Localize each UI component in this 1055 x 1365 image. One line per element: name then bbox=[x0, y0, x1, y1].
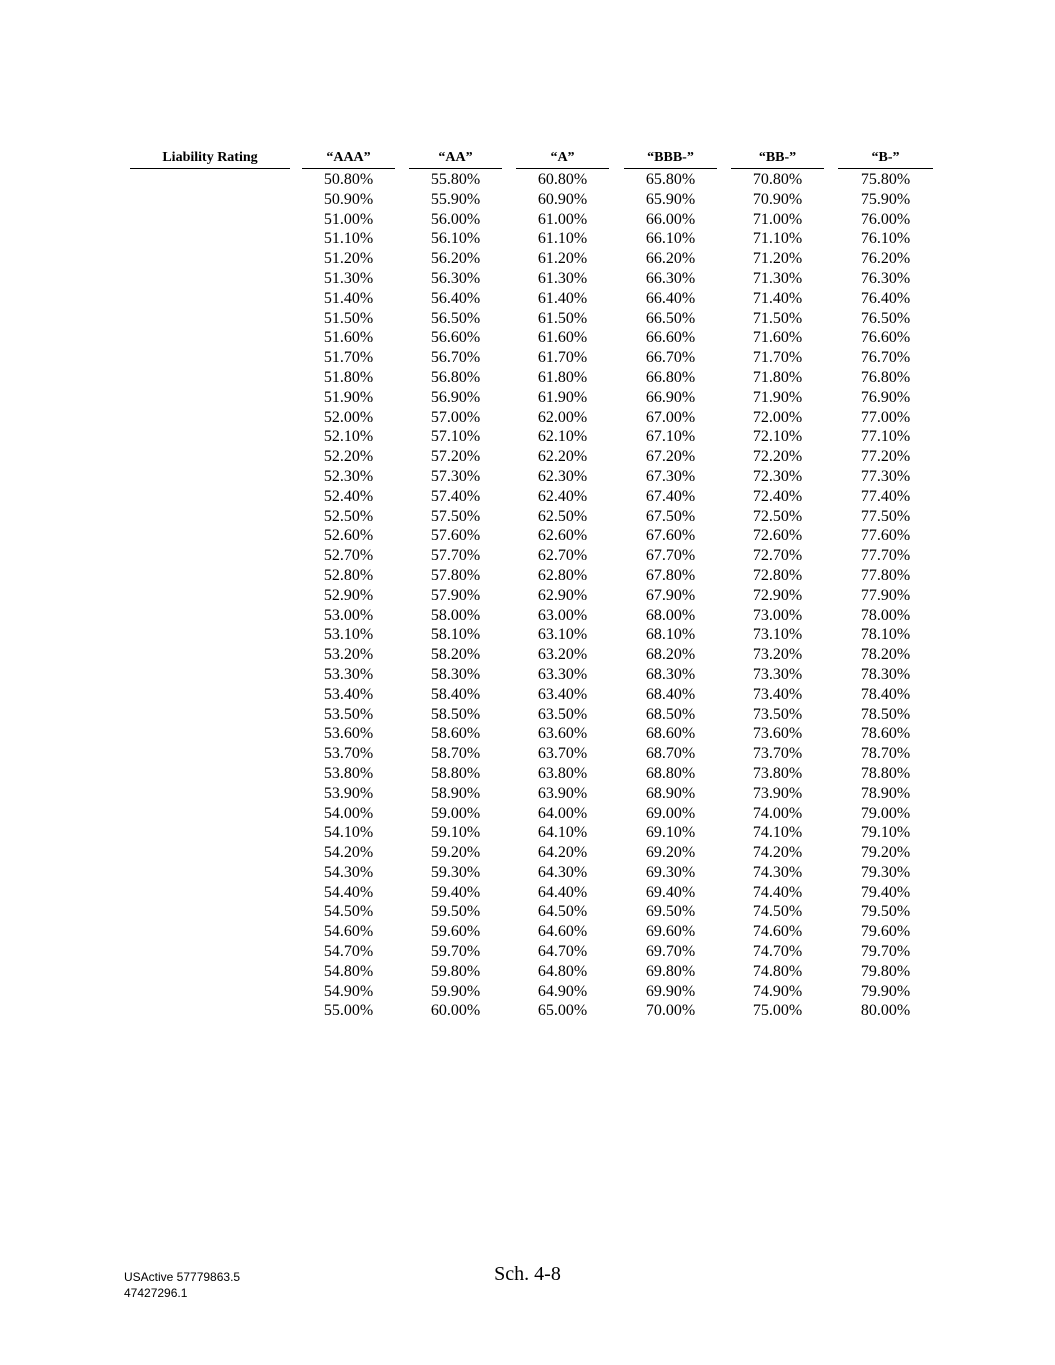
table-cell: 63.40% bbox=[537, 685, 588, 703]
table-cell: 53.30% bbox=[323, 665, 374, 683]
doc-id-secondary: 47427296.1 bbox=[124, 1286, 188, 1300]
table-cell: 58.40% bbox=[430, 685, 481, 703]
table-cell: 57.80% bbox=[430, 566, 481, 584]
header-rating-col: “A” bbox=[516, 148, 609, 169]
table-cell: 70.80% bbox=[752, 171, 803, 188]
table-cell: 66.70% bbox=[645, 349, 696, 367]
table-cell: 63.90% bbox=[537, 784, 588, 802]
table-cell: 65.90% bbox=[645, 190, 696, 208]
table-cell: 77.50% bbox=[860, 507, 911, 525]
table-cell: 71.60% bbox=[752, 329, 803, 347]
table-cell: 63.30% bbox=[537, 665, 588, 683]
table-cell: 74.30% bbox=[752, 863, 803, 881]
table-cell: 76.60% bbox=[860, 329, 911, 347]
table-cell: 52.10% bbox=[323, 428, 374, 446]
table-cell: 61.20% bbox=[537, 250, 588, 268]
table-cell: 77.10% bbox=[860, 428, 911, 446]
table-cell: 59.80% bbox=[430, 962, 481, 980]
table-cell: 68.20% bbox=[645, 646, 696, 664]
table-cell: 71.10% bbox=[752, 230, 803, 248]
table-cell: 57.10% bbox=[430, 428, 481, 446]
table-cell: 54.30% bbox=[323, 863, 374, 881]
table-cell: 69.60% bbox=[645, 923, 696, 941]
table-cell: 72.40% bbox=[752, 487, 803, 505]
table-cell: 73.30% bbox=[752, 665, 803, 683]
table-cell: 78.50% bbox=[860, 705, 911, 723]
table-cell: 59.00% bbox=[430, 804, 481, 822]
table-cell: 68.90% bbox=[645, 784, 696, 802]
table-cell: 69.30% bbox=[645, 863, 696, 881]
table-cell: 62.70% bbox=[537, 547, 588, 565]
table-cell: 52.40% bbox=[323, 487, 374, 505]
table-cell: 54.40% bbox=[323, 883, 374, 901]
table-cell: 59.70% bbox=[430, 943, 481, 961]
table-cell: 57.00% bbox=[430, 408, 481, 426]
table-cell: 67.00% bbox=[645, 408, 696, 426]
table-cell: 57.20% bbox=[430, 448, 481, 466]
table-cell: 63.20% bbox=[537, 646, 588, 664]
table-cell: 67.40% bbox=[645, 487, 696, 505]
table-cell: 53.50% bbox=[323, 705, 374, 723]
table-cell: 63.60% bbox=[537, 725, 588, 743]
table-cell: 73.10% bbox=[752, 626, 803, 644]
table-cell: 66.60% bbox=[645, 329, 696, 347]
table-cell: 71.80% bbox=[752, 368, 803, 386]
table-cell: 51.40% bbox=[323, 289, 374, 307]
table-cell: 73.80% bbox=[752, 764, 803, 782]
table-cell: 53.10% bbox=[323, 626, 374, 644]
table-cell: 71.50% bbox=[752, 309, 803, 327]
table-cell: 53.20% bbox=[323, 646, 374, 664]
table-cell: 79.70% bbox=[860, 943, 911, 961]
table-cell: 73.20% bbox=[752, 646, 803, 664]
table-cell: 76.20% bbox=[860, 250, 911, 268]
table-cell: 77.20% bbox=[860, 448, 911, 466]
table-cell: 52.00% bbox=[323, 408, 374, 426]
table-cell: 67.30% bbox=[645, 467, 696, 485]
table-cell: 62.40% bbox=[537, 487, 588, 505]
doc-id: USActive 57779863.5 bbox=[124, 1270, 241, 1284]
table-cell: 62.60% bbox=[537, 527, 588, 545]
table-cell: 51.10% bbox=[323, 230, 374, 248]
table-cell: 57.40% bbox=[430, 487, 481, 505]
table-cell: 51.90% bbox=[323, 388, 374, 406]
table-cell: 59.30% bbox=[430, 863, 481, 881]
table-cell: 78.40% bbox=[860, 685, 911, 703]
table-cell: 59.50% bbox=[430, 903, 481, 921]
table-cell: 61.60% bbox=[537, 329, 588, 347]
table-cell: 56.40% bbox=[430, 289, 481, 307]
table-cell: 60.00% bbox=[430, 1002, 481, 1020]
table-cell: 78.90% bbox=[860, 784, 911, 802]
table-cell: 54.60% bbox=[323, 923, 374, 941]
table-cell: 77.70% bbox=[860, 547, 911, 565]
table-cell: 78.60% bbox=[860, 725, 911, 743]
table-cell: 70.00% bbox=[645, 1002, 696, 1020]
table-cell: 51.60% bbox=[323, 329, 374, 347]
table-cell: 57.50% bbox=[430, 507, 481, 525]
table-cell: 56.90% bbox=[430, 388, 481, 406]
table-cell: 68.80% bbox=[645, 764, 696, 782]
table-cell: 74.90% bbox=[752, 982, 803, 1000]
table-cell: 69.90% bbox=[645, 982, 696, 1000]
table-cell: 64.80% bbox=[537, 962, 588, 980]
table-cell: 79.40% bbox=[860, 883, 911, 901]
table-cell: 53.70% bbox=[323, 745, 374, 763]
table-cell: 54.50% bbox=[323, 903, 374, 921]
table-cell: 63.00% bbox=[537, 606, 588, 624]
table-cell: 51.70% bbox=[323, 349, 374, 367]
table-cell: 67.60% bbox=[645, 527, 696, 545]
table-cell: 74.60% bbox=[752, 923, 803, 941]
table-cell: 55.90% bbox=[430, 190, 481, 208]
table-cell: 77.90% bbox=[860, 586, 911, 604]
table-cell: 78.10% bbox=[860, 626, 911, 644]
table-cell: 54.00% bbox=[323, 804, 374, 822]
table-cell: 78.70% bbox=[860, 745, 911, 763]
table-cell: 76.50% bbox=[860, 309, 911, 327]
table-cell: 69.10% bbox=[645, 824, 696, 842]
table-cell: 72.20% bbox=[752, 448, 803, 466]
table-cell: 69.00% bbox=[645, 804, 696, 822]
table-cell: 74.00% bbox=[752, 804, 803, 822]
table-cell: 61.10% bbox=[537, 230, 588, 248]
table-cell: 51.20% bbox=[323, 250, 374, 268]
table-cell: 79.90% bbox=[860, 982, 911, 1000]
table-cell: 74.50% bbox=[752, 903, 803, 921]
table-cell: 59.60% bbox=[430, 923, 481, 941]
table-cell: 77.40% bbox=[860, 487, 911, 505]
table-cell: 63.70% bbox=[537, 745, 588, 763]
table-cell: 72.60% bbox=[752, 527, 803, 545]
table-cell: 57.70% bbox=[430, 547, 481, 565]
table-cell: 56.10% bbox=[430, 230, 481, 248]
table-cell: 69.50% bbox=[645, 903, 696, 921]
table-cell: 73.00% bbox=[752, 606, 803, 624]
table-cell: 71.90% bbox=[752, 388, 803, 406]
table-cell: 78.80% bbox=[860, 764, 911, 782]
table-cell: 52.30% bbox=[323, 467, 374, 485]
table-cell: 75.80% bbox=[860, 171, 911, 188]
table-cell: 51.80% bbox=[323, 368, 374, 386]
table-cell: 72.00% bbox=[752, 408, 803, 426]
table-cell: 64.60% bbox=[537, 923, 588, 941]
table-cell: 69.40% bbox=[645, 883, 696, 901]
table-cell: 61.90% bbox=[537, 388, 588, 406]
table-cell: 51.00% bbox=[323, 210, 374, 228]
table-cell: 61.30% bbox=[537, 269, 588, 287]
header-rating-col: “BBB-” bbox=[624, 148, 717, 169]
table-cell: 64.00% bbox=[537, 804, 588, 822]
table-cell: 73.40% bbox=[752, 685, 803, 703]
table-cell: 54.10% bbox=[323, 824, 374, 842]
table-cell: 56.70% bbox=[430, 349, 481, 367]
table-cell: 77.60% bbox=[860, 527, 911, 545]
table-cell: 71.40% bbox=[752, 289, 803, 307]
table-cell: 80.00% bbox=[860, 1002, 911, 1020]
table-cell: 77.00% bbox=[860, 408, 911, 426]
header-rating-col: “AAA” bbox=[302, 148, 395, 169]
table-cell: 54.80% bbox=[323, 962, 374, 980]
table-cell: 66.00% bbox=[645, 210, 696, 228]
table-cell: 66.40% bbox=[645, 289, 696, 307]
table-cell: 62.10% bbox=[537, 428, 588, 446]
table-cell: 62.90% bbox=[537, 586, 588, 604]
header-rating-col: “AA” bbox=[409, 148, 502, 169]
table-cell: 64.10% bbox=[537, 824, 588, 842]
table-cell: 67.90% bbox=[645, 586, 696, 604]
table-cell: 74.20% bbox=[752, 844, 803, 862]
table-cell: 76.10% bbox=[860, 230, 911, 248]
table-cell: 63.50% bbox=[537, 705, 588, 723]
table-cell: 64.90% bbox=[537, 982, 588, 1000]
table-cell: 77.30% bbox=[860, 467, 911, 485]
table-cell: 68.10% bbox=[645, 626, 696, 644]
table-cell: 78.00% bbox=[860, 606, 911, 624]
table-cell: 68.40% bbox=[645, 685, 696, 703]
table-cell: 56.50% bbox=[430, 309, 481, 327]
table-cell: 52.80% bbox=[323, 566, 374, 584]
table-cell: 58.30% bbox=[430, 665, 481, 683]
table-cell: 76.30% bbox=[860, 269, 911, 287]
table-cell: 52.90% bbox=[323, 586, 374, 604]
table-cell: 66.50% bbox=[645, 309, 696, 327]
table-cell: 69.80% bbox=[645, 962, 696, 980]
table-cell: 73.50% bbox=[752, 705, 803, 723]
header-rating-col: “B-” bbox=[838, 148, 933, 169]
table-cell: 79.60% bbox=[860, 923, 911, 941]
page-label: Sch. 4-8 bbox=[494, 1263, 561, 1285]
table-cell: 64.70% bbox=[537, 943, 588, 961]
table-cell: 58.90% bbox=[430, 784, 481, 802]
table-cell: 58.50% bbox=[430, 705, 481, 723]
table-cell: 68.70% bbox=[645, 745, 696, 763]
table-cell: 63.10% bbox=[537, 626, 588, 644]
table-cell: 67.50% bbox=[645, 507, 696, 525]
table-cell: 58.00% bbox=[430, 606, 481, 624]
table-cell: 67.20% bbox=[645, 448, 696, 466]
table-cell: 52.20% bbox=[323, 448, 374, 466]
table-cell: 53.90% bbox=[323, 784, 374, 802]
table-cell: 71.00% bbox=[752, 210, 803, 228]
table-cell: 66.90% bbox=[645, 388, 696, 406]
table-cell: 74.80% bbox=[752, 962, 803, 980]
table-cell: 58.70% bbox=[430, 745, 481, 763]
table-cell: 59.20% bbox=[430, 844, 481, 862]
header-rating-col: “BB-” bbox=[731, 148, 824, 169]
table-cell: 71.30% bbox=[752, 269, 803, 287]
table-cell: 50.90% bbox=[323, 190, 374, 208]
table-cell: 62.50% bbox=[537, 507, 588, 525]
table-cell: 60.80% bbox=[537, 171, 588, 188]
table-cell: 72.80% bbox=[752, 566, 803, 584]
table-cell: 54.20% bbox=[323, 844, 374, 862]
table-cell: 56.60% bbox=[430, 329, 481, 347]
table-cell: 68.30% bbox=[645, 665, 696, 683]
table-cell: 63.80% bbox=[537, 764, 588, 782]
table-cell: 53.00% bbox=[323, 606, 374, 624]
table-cell: 61.00% bbox=[537, 210, 588, 228]
table-cell: 61.50% bbox=[537, 309, 588, 327]
table-cell: 79.80% bbox=[860, 962, 911, 980]
table-cell: 57.90% bbox=[430, 586, 481, 604]
table-cell: 62.00% bbox=[537, 408, 588, 426]
table-cell: 79.30% bbox=[860, 863, 911, 881]
table-cell: 64.20% bbox=[537, 844, 588, 862]
table-cell: 57.30% bbox=[430, 467, 481, 485]
table-cell: 74.70% bbox=[752, 943, 803, 961]
table-cell: 61.40% bbox=[537, 289, 588, 307]
table-cell: 67.10% bbox=[645, 428, 696, 446]
table-cell: 73.90% bbox=[752, 784, 803, 802]
table-cell: 64.30% bbox=[537, 863, 588, 881]
table-cell: 60.90% bbox=[537, 190, 588, 208]
table-cell: 61.70% bbox=[537, 349, 588, 367]
table-cell: 56.20% bbox=[430, 250, 481, 268]
table-cell: 71.70% bbox=[752, 349, 803, 367]
table-cell: 76.40% bbox=[860, 289, 911, 307]
table-cell: 74.10% bbox=[752, 824, 803, 842]
table-cell: 72.10% bbox=[752, 428, 803, 446]
table-cell: 51.50% bbox=[323, 309, 374, 327]
table-cell: 64.40% bbox=[537, 883, 588, 901]
table-cell: 71.20% bbox=[752, 250, 803, 268]
table-cell: 72.90% bbox=[752, 586, 803, 604]
table-cell: 72.50% bbox=[752, 507, 803, 525]
table-cell: 68.50% bbox=[645, 705, 696, 723]
table-cell: 59.40% bbox=[430, 883, 481, 901]
table-cell: 76.80% bbox=[860, 368, 911, 386]
table-cell: 67.70% bbox=[645, 547, 696, 565]
table-cell: 72.30% bbox=[752, 467, 803, 485]
table-cell: 62.80% bbox=[537, 566, 588, 584]
table-cell: 75.90% bbox=[860, 190, 911, 208]
table-cell: 58.10% bbox=[430, 626, 481, 644]
table-cell: 79.00% bbox=[860, 804, 911, 822]
table-cell: 66.30% bbox=[645, 269, 696, 287]
table-cell: 62.30% bbox=[537, 467, 588, 485]
table-cell: 78.20% bbox=[860, 646, 911, 664]
table-cell: 52.60% bbox=[323, 527, 374, 545]
table-cell: 56.80% bbox=[430, 368, 481, 386]
table-cell: 77.80% bbox=[860, 566, 911, 584]
table-cell: 76.90% bbox=[860, 388, 911, 406]
table-cell: 54.90% bbox=[323, 982, 374, 1000]
table-cell: 66.80% bbox=[645, 368, 696, 386]
table-cell: 73.60% bbox=[752, 725, 803, 743]
table-cell: 79.50% bbox=[860, 903, 911, 921]
table-cell: 65.00% bbox=[537, 1002, 588, 1020]
table-cell: 52.50% bbox=[323, 507, 374, 525]
table-cell: 76.70% bbox=[860, 349, 911, 367]
table-cell: 53.80% bbox=[323, 764, 374, 782]
table-cell: 58.80% bbox=[430, 764, 481, 782]
table-cell: 57.60% bbox=[430, 527, 481, 545]
table-cell: 66.20% bbox=[645, 250, 696, 268]
table-cell: 67.80% bbox=[645, 566, 696, 584]
table-cell: 68.00% bbox=[645, 606, 696, 624]
table-cell: 55.00% bbox=[323, 1002, 374, 1020]
table-cell: 74.40% bbox=[752, 883, 803, 901]
table-cell: 64.50% bbox=[537, 903, 588, 921]
table-cell: 50.80% bbox=[323, 171, 374, 188]
table-cell: 72.70% bbox=[752, 547, 803, 565]
table-cell: 79.10% bbox=[860, 824, 911, 842]
table-cell: 58.60% bbox=[430, 725, 481, 743]
table-cell: 69.70% bbox=[645, 943, 696, 961]
table-cell: 73.70% bbox=[752, 745, 803, 763]
table-cell: 53.40% bbox=[323, 685, 374, 703]
table-cell: 55.80% bbox=[430, 171, 481, 188]
table-cell: 51.30% bbox=[323, 269, 374, 287]
table-cell: 68.60% bbox=[645, 725, 696, 743]
table-cell: 59.10% bbox=[430, 824, 481, 842]
table-cell: 54.70% bbox=[323, 943, 374, 961]
table-cell: 70.90% bbox=[752, 190, 803, 208]
header-liability-rating: Liability Rating bbox=[130, 148, 290, 169]
table-cell: 56.00% bbox=[430, 210, 481, 228]
table-cell: 52.70% bbox=[323, 547, 374, 565]
table-cell: 79.20% bbox=[860, 844, 911, 862]
table-cell: 58.20% bbox=[430, 646, 481, 664]
table-cell: 75.00% bbox=[752, 1002, 803, 1020]
table-cell: 53.60% bbox=[323, 725, 374, 743]
table-cell: 59.90% bbox=[430, 982, 481, 1000]
table-cell: 78.30% bbox=[860, 665, 911, 683]
table-cell: 66.10% bbox=[645, 230, 696, 248]
table-cell: 69.20% bbox=[645, 844, 696, 862]
table-cell: 62.20% bbox=[537, 448, 588, 466]
table-cell: 61.80% bbox=[537, 368, 588, 386]
table-cell: 76.00% bbox=[860, 210, 911, 228]
table-cell: 56.30% bbox=[430, 269, 481, 287]
table-cell: 65.80% bbox=[645, 171, 696, 188]
